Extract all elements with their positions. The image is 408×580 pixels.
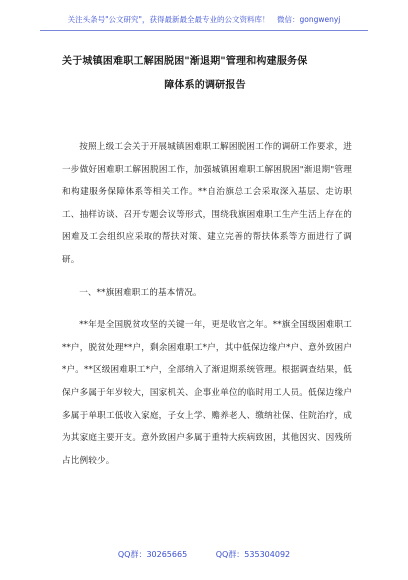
section-1-paragraph: **年是全国脱贫攻坚的关键一年，更是收官之年。**旗全国级困难职工**户，脱贫处理**户，剩余困难职工*户，其中低保边缘户*户、意外致困户*户。**区级困难职工*户，全部纳入了渐退期系统管理。根据调查结果，低保户多属于年岁较大，国家机关、企事业单位的临时用工人员。低保边缘户多属于单职工低收入家庭，子女上学、赡养老人、缴纳社保、住院治疗，成为其家庭主要开支。意外致困户多属于重特大疾病致困，其他因灾、因残所占比例较少。 bbox=[62, 320, 352, 466]
intro-paragraph: 按照上级工会关于开展城镇困难职工解困脱困工作的调研工作要求，进一步做好困难职工解困脱困工作，加强城镇困难职工解困脱困"渐退期"管理和构建服务保障体系等相关工作。**自治旗总工会采取深入基层、走访职工、抽样访谈、召开专题会议等形式，围绕我旗困难职工生产生活上存在的困难及工会组织应采取的帮扶对策、建立完善的帮扶体系等方面进行了调研。 bbox=[62, 142, 352, 265]
document-body bbox=[62, 136, 352, 472]
title-line-2: 障体系的调研报告 bbox=[164, 80, 246, 91]
footer-qq-groups bbox=[0, 549, 408, 560]
header-banner: 关注头条号"公文研究"，获得最新最全最专业的公文资料库！ 微信：gongwenyj bbox=[40, 14, 368, 31]
footer-qq-group-2: QQ群：535304092 bbox=[215, 550, 291, 559]
document-title bbox=[62, 50, 348, 98]
title-line-1: 关于城镇困难职工解困脱困"渐退期"管理和构建服务保 bbox=[62, 56, 308, 67]
section-1-heading: 一、**旗困难职工的基本情况。 bbox=[79, 287, 202, 298]
footer-qq-group-1: QQ群：30265665 bbox=[117, 550, 188, 559]
